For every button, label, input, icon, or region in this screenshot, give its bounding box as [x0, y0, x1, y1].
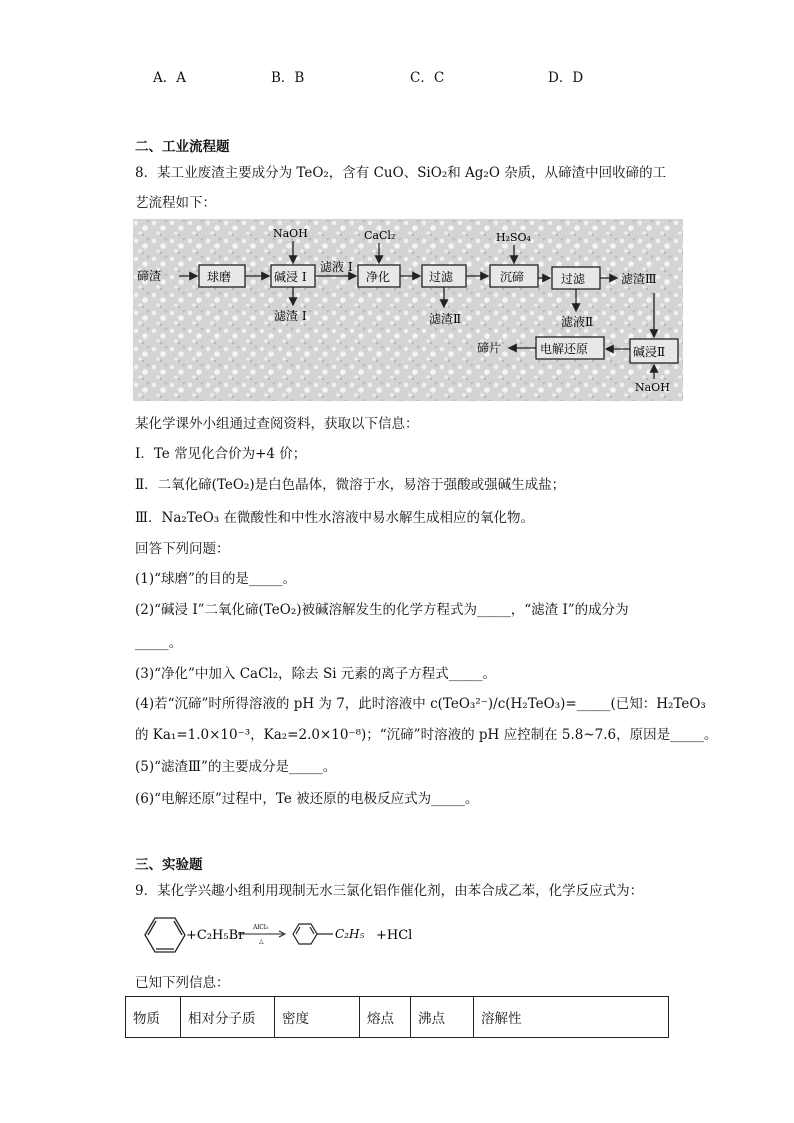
byproduct-text: +HCl: [376, 928, 413, 943]
label-filtrate1: 滤液 I: [320, 260, 353, 274]
catalyst-text: AlCl₃: [253, 924, 269, 931]
label-residue2: 滤渣Ⅱ: [429, 312, 462, 326]
label-start: 碲渣: [137, 269, 162, 283]
label-naoh-2: NaOH: [635, 381, 670, 394]
reaction-equation: [133, 912, 433, 958]
option-b: B．B: [271, 70, 305, 86]
info-1: I．Te 常见化合价为+4 价；: [135, 446, 307, 462]
table-header-cell: 密度: [275, 997, 360, 1038]
option-a: A．A: [153, 70, 186, 86]
question-3: (3)“净化”中加入 CaCl₂，除去 Si 元素的离子方程式_____。: [135, 666, 497, 682]
condition-text: △: [259, 938, 264, 945]
label-residue3: 滤渣Ⅲ: [621, 272, 657, 286]
label-alkali1: 碱浸 I: [274, 270, 307, 284]
label-alkali2: 碱浸Ⅱ: [633, 345, 666, 359]
label-residue1: 滤渣 I: [274, 309, 307, 323]
benzene-ring-icon: [145, 918, 185, 952]
label-cacl2: CaCl₂: [364, 229, 396, 242]
answer-intro: 回答下列问题：: [135, 541, 230, 557]
info-3: Ⅲ．Na₂TeO₃ 在微酸性和中性水溶液中易水解生成相应的氧化物。: [135, 510, 535, 526]
question-5: (5)“滤渣Ⅲ”的主要成分是_____。: [135, 759, 337, 775]
q8-intro-line2: 艺流程如下：: [135, 195, 216, 211]
question-6: (6)“电解还原”过程中，Te 被还原的电极反应式为_____。: [135, 791, 479, 807]
process-flow-diagram: [133, 219, 683, 401]
label-filter2: 过滤: [561, 272, 586, 286]
question-4: (4)若“沉碲”时所得溶液的 pH 为 7，此时溶液中 c(TeO₃²⁻)/c(H₂TeO₃)=_____(已知：H₂TeO₃: [135, 696, 706, 712]
question-2-cont: _____。: [135, 635, 183, 651]
option-c: C．C: [410, 70, 445, 86]
label-ball: 球磨: [207, 270, 232, 284]
table-header-cell: 相对分子质: [181, 997, 275, 1038]
reagent-text: +C₂H₅Br: [186, 928, 245, 943]
speckled-background: [133, 219, 683, 401]
table-header-cell: 熔点: [360, 997, 411, 1038]
q9-intro: 9．某化学兴趣小组利用现制无水三氯化铝作催化剂，由苯合成乙苯，化学反应式为：: [135, 883, 644, 899]
label-filter1: 过滤: [429, 270, 454, 284]
label-purify: 净化: [366, 270, 391, 284]
label-h2so4: H₂SO₄: [496, 231, 531, 244]
label-filtrate2: 滤液Ⅱ: [561, 315, 594, 329]
table-header-cell: 物质: [126, 997, 181, 1038]
table-row: [126, 997, 669, 1038]
product-group-text: C₂H₅: [335, 927, 365, 941]
info-intro: 某化学课外小组通过查阅资料，获取以下信息：: [135, 416, 419, 432]
label-naoh-1: NaOH: [273, 227, 308, 240]
section-title-experiment: 三、实验题: [135, 857, 203, 873]
table-header-cell: 溶解性: [474, 997, 669, 1038]
info-2: Ⅱ．二氧化碲(TeO₂)是白色晶体，微溶于水，易溶于强酸或强碱生成盐；: [135, 477, 566, 493]
label-electro: 电解还原: [540, 342, 589, 356]
question-4-cont: 的 Ka₁=1.0×10⁻³，Ka₂=2.0×10⁻⁸)；“沉碲”时溶液的 pH 应控制在 5.8~7.6，原因是_____。: [135, 727, 718, 743]
section-title-process: 二、工业流程题: [135, 139, 230, 155]
properties-table: [125, 996, 669, 1038]
known-info: 已知下列信息：: [135, 975, 230, 991]
ethylbenzene-ring-icon: [293, 924, 333, 944]
table-header-cell: 沸点: [411, 997, 474, 1038]
option-d: D．D: [548, 70, 584, 86]
question-2: (2)“碱浸 I”二氧化碲(TeO₂)被碱溶解发生的化学方程式为_____，“滤渣 I”的成分为: [135, 602, 629, 618]
q8-intro-line1: 8．某工业废渣主要成分为 TeO₂，含有 CuO、SiO₂和 Ag₂O 杂质，从碲渣中回收碲的工: [135, 165, 667, 181]
label-precip: 沉碲: [500, 270, 525, 284]
label-product: 碲片: [477, 341, 502, 355]
question-1: (1)“球磨”的目的是_____。: [135, 571, 297, 587]
